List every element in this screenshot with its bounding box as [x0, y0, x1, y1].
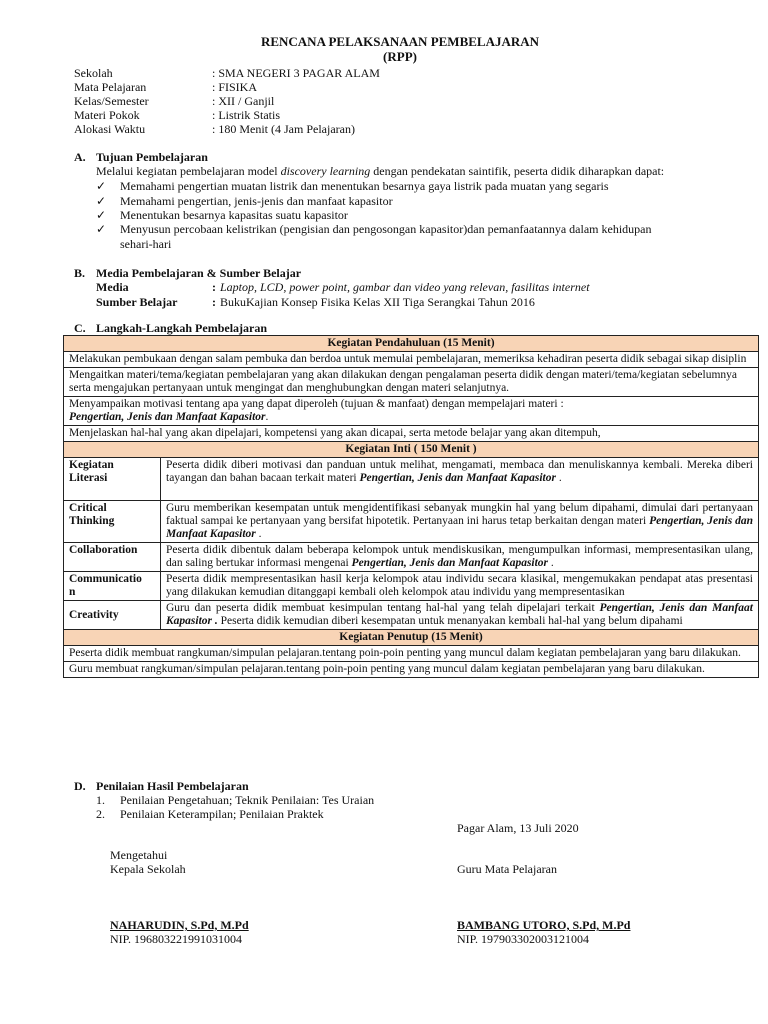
identity-label-kelas: Kelas/Semester	[74, 94, 149, 108]
identity-label-mapel: Mata Pelajaran	[74, 80, 147, 94]
section-b-heading: Media Pembelajaran & Sumber Belajar	[96, 266, 302, 280]
table-row: Melakukan pembukaan dengan salam pembuka dan berdoa untuk memulai pembelajaran, memeriksa kehadiran peserta didik sebagai sikap disiplin	[64, 352, 759, 368]
right-sign-nip: NIP. 197903302003121004	[457, 932, 590, 946]
section-c-heading: Langkah-Langkah Pembelajaran	[96, 321, 268, 335]
right-sign-title: Guru Mata Pelajaran	[457, 862, 557, 876]
checkmark-icon: ✓	[96, 179, 107, 193]
table-row: Peserta didik membuat rangkuman/simpulan pelajaran.tentang poin-poin penting yang muncul dalam kegiatan pembelajaran yang baru dilakukan.	[64, 646, 759, 662]
document-title: RENCANA PELAKSANAAN PEMBELAJARAN	[260, 34, 540, 49]
communication-text: Peserta didik mempresentasikan hasil kerja kelompok atau individu secara klasikal, mengemukakan pendapat atas presentasi yang dilakukan kemudian ditanggapi kembali oleh kelompok atau individu yang mempresentasikan	[161, 572, 759, 601]
identity-value-mapel: : FISIKA	[212, 80, 258, 94]
communication-label-2: n	[69, 586, 76, 598]
table-row: Guru membuat rangkuman/simpulan pelajaran.tentang poin-poin penting yang muncul dalam kegiatan pembelajaran yang baru dilakukan.	[64, 662, 759, 678]
literasi-label-2: Literasi	[69, 472, 108, 484]
objective-3: Menentukan besarnya kapasitas suatu kapasitor	[120, 208, 348, 222]
media-colon: :	[212, 280, 216, 294]
identity-label-sekolah: Sekolah	[74, 66, 113, 80]
collaboration-text: Peserta didik dibentuk dalam beberapa kelompok untuk mendiskusikan, mengumpulkan informasi, mempresentasikan ulang, dan saling bertukar informasi mengenai Pengertian, Jenis dan Manfaat Kapasitor .	[161, 543, 759, 572]
table-row	[64, 501, 759, 543]
section-d-heading: Penilaian Hasil Pembelajaran	[96, 779, 249, 793]
objective-2: Memahami pengertian, jenis-jenis dan manfaat kapasitor	[120, 194, 393, 208]
critical-label-1: Critical	[69, 502, 107, 514]
right-sign-name: BAMBANG UTORO, S.Pd, M.Pd	[457, 918, 631, 932]
checkmark-icon: ✓	[96, 208, 107, 222]
sumber-colon: :	[212, 295, 216, 309]
assessment-item-2: Penilaian Keterampilan; Penilaian Praktek	[120, 807, 324, 821]
creativity-text: Guru dan peserta didik membuat kesimpulan tentang hal-hal yang telah dipelajari terkait Pengertian, Jenis dan Manfaat Kapasitor . Peserta didik kemudian diberi kesempatan untuk menanyakan kembali hal-hal yang belum dipahami	[161, 601, 759, 630]
left-sign-title: Kepala Sekolah	[110, 862, 186, 876]
objective-4-continued: sehari-hari	[120, 237, 172, 251]
left-sign-line1: Mengetahui	[110, 848, 168, 862]
identity-value-materi: : Listrik Statis	[212, 108, 281, 122]
table-row	[64, 458, 759, 501]
assessment-item-1: Penilaian Pengetahuan; Teknik Penilaian: Tes Uraian	[120, 793, 375, 807]
list-item	[96, 194, 110, 208]
communication-label-1: Communicatio	[69, 573, 142, 585]
literasi-text: Peserta didik diberi motivasi dan panduan untuk melihat, mengamati, membaca dan menuliskannya kembali. Mereka diberi tayangan dan bahan bacaan terkait materi Pengertian, Jenis dan Manfaat Kapasitor .	[161, 458, 759, 501]
table-row: Mengaitkan materi/tema/kegiatan pembelajaran yang akan dilakukan dengan pengalaman peserta didik dengan materi/tema/kegiatan sebelumnya serta mengajukan pertanyaan untuk mengingat dan menghubungkan dengan materi selanjutnya.	[64, 368, 759, 397]
section-b-letter: B.	[74, 266, 86, 280]
literasi-label-1: Kegiatan	[69, 459, 114, 471]
table-row	[64, 543, 759, 572]
objective-1: Memahami pengertian muatan listrik dan menentukan besarnya gaya listrik pada muatan yang segaris	[120, 179, 609, 193]
assessment-num-2: 2.	[96, 807, 105, 821]
critical-label-2: Thinking	[69, 515, 115, 527]
identity-label-alokasi: Alokasi Waktu	[74, 122, 146, 136]
table-row	[64, 572, 759, 601]
table-row: Menyampaikan motivasi tentang apa yang dapat diperoleh (tujuan & manfaat) dengan mempelajari materi : Pengertian, Jenis dan Manfaat Kapasitor.	[64, 397, 759, 426]
critical-text: Guru memberikan kesempatan untuk mengidentifikasi sebanyak mungkin hal yang belum dipahami, dimulai dari pertanyaan faktual sampai ke pertanyaan yang bersifat hipotetik. Pertanyaan ini harus tetap berkaitan dengan materi Pengertian, Jenis dan Manfaat Kapasitor .	[161, 501, 759, 543]
checkmark-icon: ✓	[96, 194, 107, 208]
objective-4: Menyusun percobaan kelistrikan (pengisian dan pengosongan kapasitor)dan pemanfaatannya dalam kehidupan	[120, 222, 652, 236]
sumber-label: Sumber Belajar	[96, 295, 178, 309]
checkmark-icon: ✓	[96, 222, 107, 236]
table-row: Menjelaskan hal-hal yang akan dipelajari, kompetensi yang akan dicapai, serta metode belajar yang akan ditempuh,	[64, 426, 759, 442]
left-sign-nip: NIP. 196803221991031004	[110, 932, 243, 946]
penutup-header: Kegiatan Penutup (15 Menit)	[64, 630, 759, 646]
learning-steps-table	[63, 335, 759, 678]
section-a-heading: Tujuan Pembelajaran	[96, 150, 208, 164]
identity-value-kelas: : XII / Ganjil	[212, 94, 275, 108]
section-a-letter: A.	[74, 150, 86, 164]
pendahuluan-header: Kegiatan Pendahuluan (15 Menit)	[64, 336, 759, 352]
list-item	[96, 179, 110, 193]
list-item	[96, 208, 110, 222]
sumber-value: BukuKajian Konsep Fisika Kelas XII Tiga Serangkai Tahun 2016	[220, 295, 535, 309]
section-a-intro: Melalui kegiatan pembelajaran model discovery learning dengan pendekatan saintifik, peserta didik diharapkan dapat:	[96, 164, 665, 178]
collaboration-label: Collaboration	[69, 544, 138, 556]
identity-value-sekolah: : SMA NEGERI 3 PAGAR ALAM	[212, 66, 380, 80]
inti-header: Kegiatan Inti ( 150 Menit )	[64, 442, 759, 458]
section-c-letter: C.	[74, 321, 86, 335]
media-label: Media	[96, 280, 129, 294]
media-value: Laptop, LCD, power point, gambar dan video yang relevan, fasilitas internet	[220, 280, 590, 294]
list-item	[96, 222, 110, 236]
place-date: Pagar Alam, 13 Juli 2020	[457, 821, 579, 835]
document-subtitle: (RPP)	[383, 49, 417, 64]
creativity-label: Creativity	[69, 608, 119, 621]
assessment-num-1: 1.	[96, 793, 105, 807]
table-row	[64, 601, 759, 630]
identity-label-materi: Materi Pokok	[74, 108, 140, 122]
left-sign-name: NAHARUDIN, S.Pd, M.Pd	[110, 918, 249, 932]
identity-value-alokasi: : 180 Menit (4 Jam Pelajaran)	[212, 122, 355, 136]
section-d-letter: D.	[74, 779, 86, 793]
